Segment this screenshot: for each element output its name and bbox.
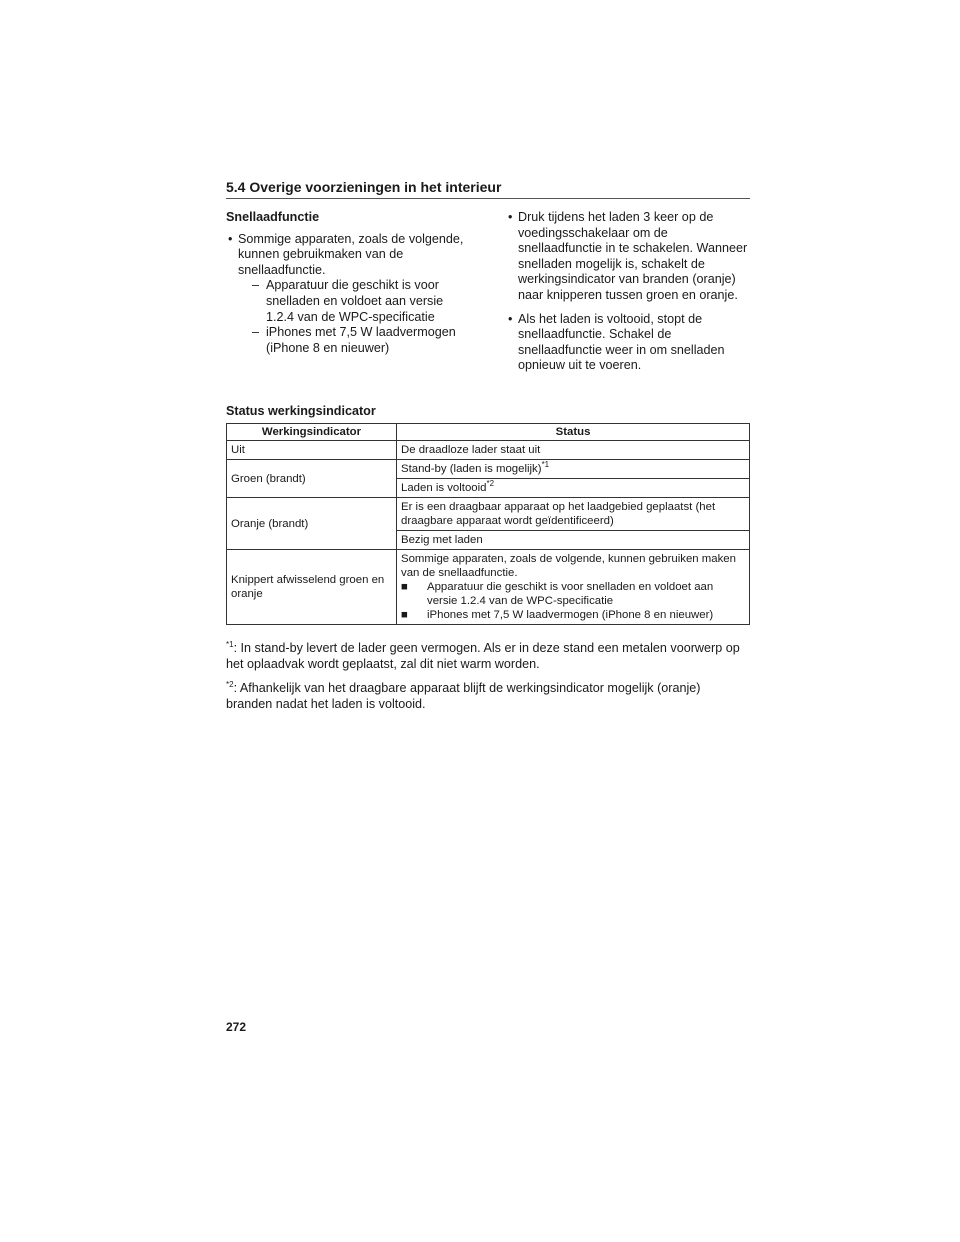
table-row <box>227 498 750 531</box>
dash-mark: – <box>252 278 260 293</box>
dash-item <box>238 278 466 325</box>
indicator-cell: Oranje (brandt) <box>227 498 397 550</box>
status-list-item-text: Apparatuur die geschikt is voor snelladen en voldoet aan versie 1.2.4 van de WPC-specificatie <box>427 581 714 607</box>
fast-charge-bullet <box>226 232 466 357</box>
footnote-ref: *2 <box>486 479 495 489</box>
bullet-mark: • <box>228 231 233 246</box>
status-cell: Bezig met laden <box>397 531 750 550</box>
status-list-item-text: iPhones met 7,5 W laadvermogen (iPhone 8 en nieuwer) <box>427 609 714 621</box>
bullet-mark: • <box>508 311 513 326</box>
square-bullet: ■ <box>401 581 408 593</box>
status-cell <box>397 479 750 498</box>
footnote <box>226 640 750 672</box>
page-number: 272 <box>226 1020 247 1034</box>
status-cell <box>397 460 750 479</box>
footnote-marker: *2 <box>226 679 234 689</box>
footnote-ref: *1 <box>541 460 550 470</box>
status-table-title: Status werkingsindicator <box>226 404 376 418</box>
status-cell: De draadloze lader staat uit <box>397 441 750 460</box>
table-row <box>227 460 750 479</box>
dash-mark: – <box>252 325 260 340</box>
status-text: Laden is voltooid <box>401 482 487 494</box>
fast-charge-title: Snellaadfunctie <box>226 210 320 224</box>
fast-charge-bullet <box>506 312 750 374</box>
footnote-text: : In stand-by levert de lader geen vermogen. Als er in deze stand een metalen voorwerp op het oplaadvak wordt geplaatst, zal dit niet warm worden. <box>226 641 740 671</box>
status-cell <box>397 550 750 625</box>
status-table <box>226 423 750 625</box>
status-list-item <box>401 608 745 622</box>
status-text: Stand-by (laden is mogelijk) <box>401 463 542 475</box>
dash-item-text: Apparatuur die geschikt is voor snelladen en voldoet aan versie 1.2.4 van de WPC-specificatie <box>266 278 444 324</box>
indicator-cell: Uit <box>227 441 397 460</box>
bullet-mark: • <box>508 210 513 224</box>
column-header-status: Status <box>397 424 750 441</box>
status-intro: Sommige apparaten, zoals de volgende, kunnen gebruiken maken van de snellaadfunctie. <box>401 553 736 579</box>
footnote-text: : Afhankelijk van het draagbare apparaat blijft de werkingsindicator mogelijk (oranje) branden nadat het laden is voltooid. <box>226 681 701 711</box>
table-row <box>227 550 750 625</box>
status-list-item <box>401 580 745 608</box>
footnote-marker: *1 <box>226 639 234 649</box>
section-header: 5.4 Overige voorzieningen in het interieur <box>226 178 750 199</box>
fast-charge-bullet <box>506 210 750 304</box>
status-cell: Er is een draagbaar apparaat op het laadgebied geplaatst (het draagbare apparaat wordt geïdentificeerd) <box>397 498 750 531</box>
table-row <box>227 441 750 460</box>
dash-item-text: iPhones met 7,5 W laadvermogen (iPhone 8 en nieuwer) <box>266 325 456 355</box>
bullet-text: Als het laden is voltooid, stopt de snellaadfunctie. Schakel de snellaadfunctie weer in om snelladen opnieuw uit te voeren. <box>518 311 725 373</box>
indicator-cell: Groen (brandt) <box>227 460 397 498</box>
dash-item <box>238 325 466 356</box>
fast-charge-right-column <box>506 210 750 382</box>
bullet-text: Druk tijdens het laden 3 keer op de voedingsschakelaar om de snellaadfunctie in te schakelen. Wanneer snelladen mogelijk is, schakelt de werkingsindicator van branden (oranje) naar knipperen tussen groen en oranje. <box>518 210 748 302</box>
bullet-text: Sommige apparaten, zoals de volgende, kunnen gebruikmaken van de snellaadfunctie. <box>238 231 464 277</box>
fast-charge-left-column <box>226 210 466 364</box>
footnote <box>226 680 750 712</box>
column-header-indicator: Werkingsindicator <box>227 424 397 441</box>
table-header-row <box>227 424 750 441</box>
square-bullet: ■ <box>401 609 408 621</box>
indicator-cell: Knippert afwisselend groen en oranje <box>227 550 397 625</box>
